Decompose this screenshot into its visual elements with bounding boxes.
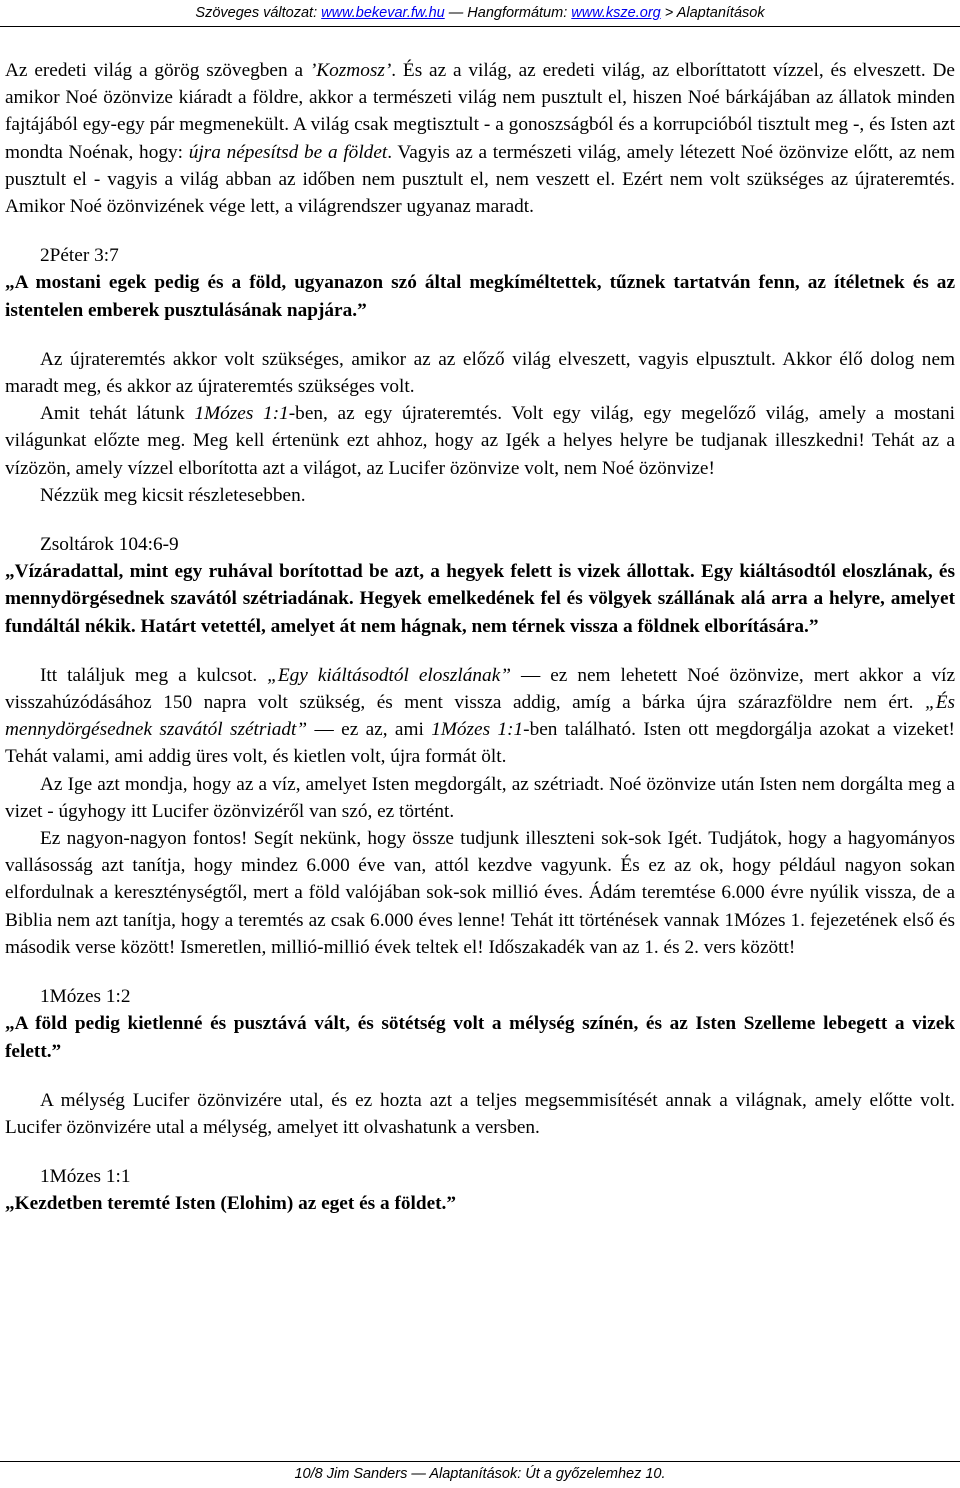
header-suffix: > Alaptanítások (664, 5, 765, 21)
footer-rule (0, 1461, 960, 1462)
paragraph-5: Itt találjuk meg a kulcsot. „Egy kiáltásodtól eloszlának” — ez nem lehetett Noé özönvize, mert akkor a víz visszahúzódásához 150 napra volt szükség, és ment vissza addig, amíg a bárka újra szárazföldre nem ért. „És mennydörgésednek szavától szétriadt” — ez az, ami 1Mózes 1:1-ben található. Isten ott megdorgálja azokat a vizeket! Tehát valami, ami addig üres volt, és kietlen volt, újra formát ölt. (5, 664, 955, 768)
scripture-quote: „A mostani egek pedig és a föld, ugyanazon szó által megkíméltettek, tűznek tartatván fenn, az ítéletnek és az istentelen emberek pusztulásának napjára.” (5, 272, 955, 321)
paragraph-4: Nézzük meg kicsit részletesebben. (40, 484, 306, 506)
scripture-reference: 1Mózes 1:1 (40, 1166, 131, 1188)
paragraph-7: Ez nagyon-nagyon fontos! Segít nekünk, hogy össze tudjunk illeszteni sok-sok Igét. Tudjátok, hogy a hagyományos vallásosság azt tanítja, hogy mindez 6.000 éve van, attól kezdve vagyunk. És ez az ok, hogy például nagyon sokan elfordulnak a kereszténységtől, mert a föld valójában sok-sok millió éves. Ádám teremtése 6.000 évre nyúlik vissza, de a Biblia nem azt tanítja, hogy a teremtés az csak 6.000 éves lenne! Tehát itt történések vannak 1Mózes 1. fejezetének első és második verse között! Ismeretlen, millió-millió évek teltek el! Időszakadék van az 1. és 2. vers között! (5, 828, 955, 958)
spacer (5, 640, 955, 662)
spacer (5, 1141, 955, 1163)
spacer (5, 1065, 955, 1087)
paragraph-6: Az Ige azt mondja, hogy az a víz, amelyet Isten megdorgált, az szétriadt. Noé özönvize után Isten nem dorgálta meg a vizet - úgyhogy itt Lucifer özönvizéről van szó, ez történt. (5, 773, 955, 822)
paragraph-1: Az eredeti világ a görög szövegben a ’Kozmosz’. És az a világ, az eredeti világ, az elboríttatott vízzel, és elveszett. De amikor Noé özönvize kiáradt a földre, akkor a természeti világ nem pusztult el, hiszen Noé bárkájában az állatok minden fajtájából egy-egy pár megmenekült. A világ csak megtisztult - a gonoszságból és a korrupcióból tisztult meg -, és Isten azt mondta Noénak, hogy: újra népesítsd be a földet. Vagyis az a természeti világ, amely létezett Noé özönvize előtt, az nem pusztult el - vagyis a világ abban az időben nem pusztult el, nem veszett el. Ezért nem volt szükséges az újrateremtés. Amikor Noé özönvizének vége lett, a világrendszer ugyanaz maradt. (5, 60, 955, 218)
spacer (5, 220, 955, 242)
header-separator: — Hangformátum: (448, 5, 568, 21)
inline-quote: újra népesítsd be a földet (188, 141, 388, 163)
scripture-quote: „A föld pedig kietlenné és pusztává vált, és sötétség volt a mélység színén, és az Isten Szelleme lebegett a vizek felett.” (5, 1013, 955, 1062)
kozmosz-term: ’Kozmosz’ (309, 60, 392, 81)
spacer (5, 509, 955, 531)
paragraph-8: A mélység Lucifer özönvizére utal, és ez hozta azt a teljes megsemmisítését annak a világnak, amely előtte volt. Lucifer özönvizére utal a mélység, amelyet itt olvashatunk a versben. (5, 1089, 955, 1138)
spacer (5, 961, 955, 983)
page-header (0, 4, 960, 22)
spacer (5, 324, 955, 346)
header-link-ksze[interactable]: www.ksze.org (571, 5, 661, 21)
paragraph-3: Amit tehát látunk 1Mózes 1:1-ben, az egy újrateremtés. Volt egy világ, egy megelőző világ, amely a mostani világunkat előzte meg. Meg kell értenünk ezt ahhoz, hogy az Igék a helyes helyre be tudjanak illeszkedni! Tehát az a vízözön, amely vízzel elborította azt a világot, az Lucifer özönvize volt, nem Noé özönvize! (5, 403, 955, 479)
scripture-reference: 1Mózes 1:2 (40, 986, 131, 1008)
header-rule (0, 26, 960, 27)
document-body (5, 57, 955, 1218)
header-label: Szöveges változat: (195, 5, 318, 21)
scripture-quote: „Kezdetben teremté Isten (Elohim) az eget és a földet.” (5, 1193, 457, 1215)
paragraph-2: Az újrateremtés akkor volt szükséges, amikor az az előző világ elveszett, vagyis elpusztult. Akkor élő dolog nem maradt meg, és akkor az újrateremtés szükséges volt. (5, 348, 955, 398)
page-footer: 10/8 Jim Sanders — Alaptanítások: Út a győzelemhez 10. (294, 1466, 666, 1482)
scripture-reference: 2Péter 3:7 (40, 245, 119, 267)
scripture-reference: Zsoltárok 104:6-9 (40, 534, 179, 556)
header-link-bekevar[interactable]: www.bekevar.fw.hu (321, 5, 445, 21)
scripture-quote: „Vízáradattal, mint egy ruhával borítottad be azt, a hegyek felett is vizek állottak. Egy kiáltásodtól eloszlának, és mennydörgésednek szavától szétriadának. Hegyek emelkedének fel és völgyek szállának alá arra a helyre, amelyet fundáltál nékik. Határt vetettél, amelyet át nem hágnak, nem térnek vissza a földnek elborítására.” (5, 561, 955, 637)
